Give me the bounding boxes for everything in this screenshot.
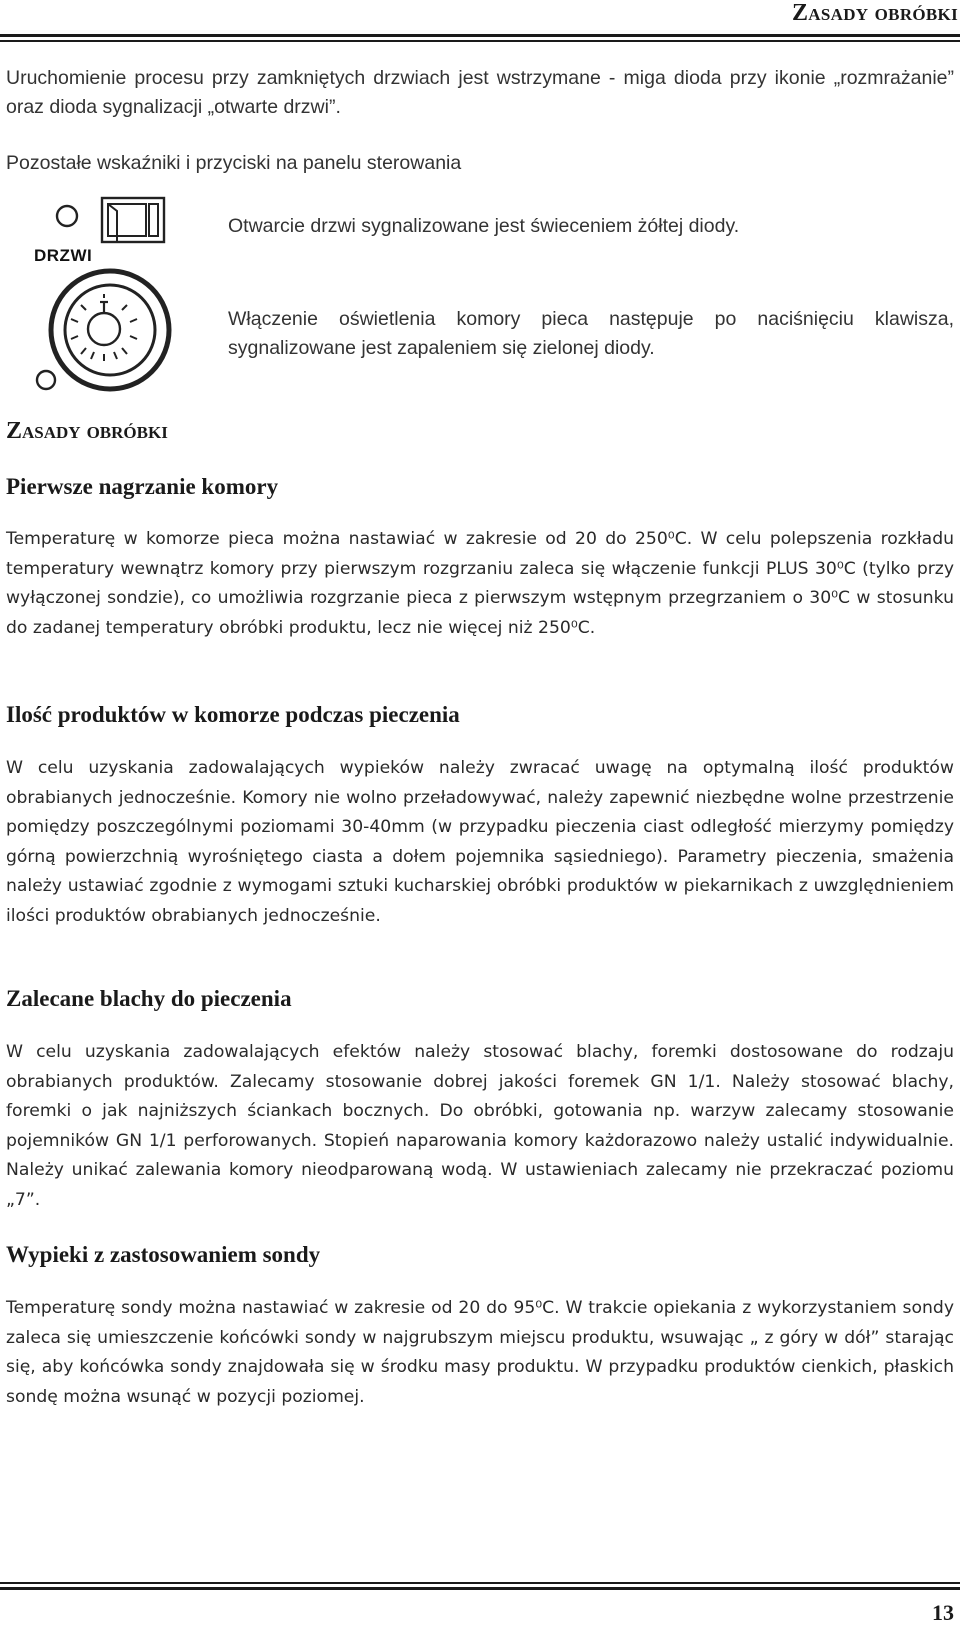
chamber-light-icon	[28, 268, 178, 398]
paragraph-probe-baking: Temperaturę sondy można nastawiać w zakresie od 20 do 95⁰C. W trakcie opiekania z wykorzystaniem sondy zaleca się umieszczenie końcówki sondy w najgrubszym miejscu produktu, wsuwając „ z góry w dół” starając się, aby końcówka sondy znajdowała się w środku masy produktu. W przypadku produktów cienkich, płaskich sondę można wsunąć w pozycji poziomej.	[6, 1298, 954, 1407]
door-icon	[24, 196, 174, 248]
door-indicator-text: Otwarcie drzwi sygnalizowane jest świeceniem żółtej diody.	[228, 215, 740, 237]
header-rule-thin	[0, 40, 960, 42]
door-label: DRZWI	[34, 246, 93, 265]
page-number: 13	[932, 1600, 954, 1625]
paragraph-first-heating: Temperaturę w komorze pieca można nastawiać w zakresie od 20 do 250⁰C. W celu polepszenia rozkładu temperatury wewnątrz komory przy pierwszym rozgrzaniu zaleca się włączenie funkcji PLUS 30⁰C (tylko przy wyłączonej sondzie), co umożliwia rozgrzanie pieca z pierwszym wstępnym przegrzaniem o 30⁰C w stosunku do zadanej temperatury obróbki produktu, lecz nie więcej niż 250⁰C.	[6, 529, 954, 638]
subheading-probe-baking: Wypieki z zastosowaniem sondy	[6, 1242, 321, 1267]
subheading-first-heating: Pierwsze nagrzanie komory	[6, 474, 279, 499]
header-rule-thick	[0, 34, 960, 37]
intro-paragraph-1: Uruchomienie procesu przy zamkniętych drzwiach jest wstrzymane - miga dioda przy ikonie „rozmrażanie” oraz dioda sygnalizacji „otwarte drzwi”.	[6, 67, 954, 118]
subheading-product-quantity: Ilość produktów w komorze podczas pieczenia	[6, 702, 460, 727]
light-indicator	[28, 268, 178, 398]
intro-paragraph-2: Pozostałe wskaźniki i przyciski na panelu sterowania	[6, 152, 462, 174]
footer-rule-thick	[0, 1587, 960, 1590]
light-indicator-text: Włączenie oświetlenia komory pieca następuje po naciśnięciu klawisza, sygnalizowane jest zapaleniem się zielonej diody.	[228, 308, 954, 359]
paragraph-recommended-trays: W celu uzyskania zadowalających efektów należy stosować blachy, foremki dostosowane do rodzaju obrabianych produktów. Zalecamy stosowanie dobrej jakości foremek GN 1/1. Należy stosować blachy, foremki o jak najniższych ściankach bocznych. Do obróbki, gotowania np. warzyw zalecamy stosowanie pojemników GN 1/1 perforowanych. Stopień naparowania komory każdorazowo należy ustalić indywidualnie. Należy unikać zalewania komory nieodparowaną wodą. W ustawieniach zalecamy nie przekraczać poziomu „7”.	[6, 1042, 954, 1210]
footer-rule-thin	[0, 1582, 960, 1584]
paragraph-product-quantity: W celu uzyskania zadowalających wypieków należy zwracać uwagę na optymalną ilość produktów obrabianych jednocześnie. Komory nie wolno przeładowywać, należy zapewnić niezbędne wolne przestrzenie pomiędzy poszczególnymi poziomami 30-40mm (w przypadku pieczenia ciast odległość mierzymy pomiędzy górną powierzchnią wyrośniętego ciasta a dołem pojemnika sąsiedniego). Parametry pieczenia, smażenia należy ustawiać zgodnie z wymogami sztuki kucharskiej obróbki produktów w piekarnikach z uwzględnieniem ilości produktów obrabianych jednocześnie.	[6, 758, 954, 926]
running-header: Zasady obróbki	[791, 0, 958, 26]
section-heading: Zasady obróbki	[6, 418, 168, 444]
subheading-recommended-trays: Zalecane blachy do pieczenia	[6, 986, 292, 1011]
